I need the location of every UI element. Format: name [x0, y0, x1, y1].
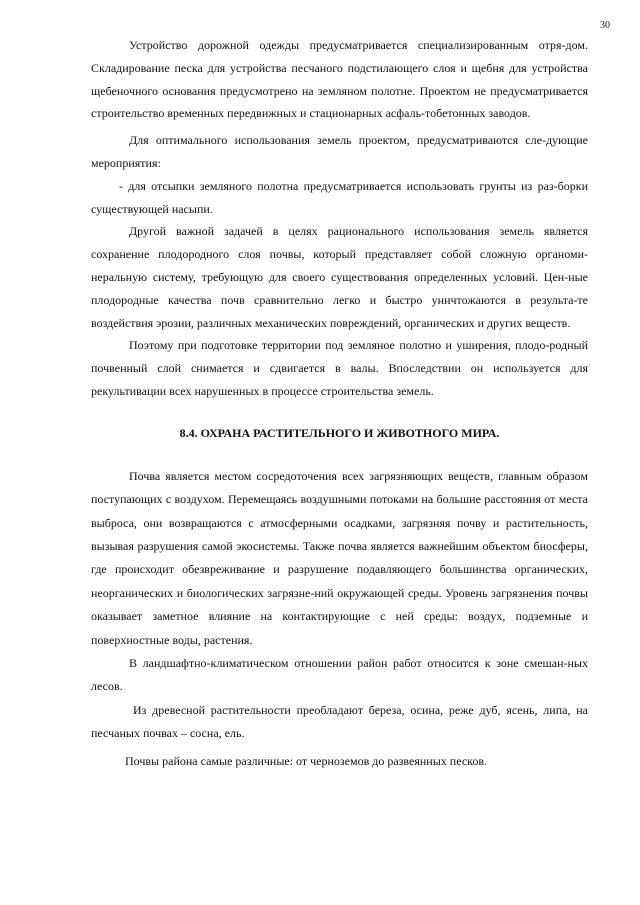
paragraph-road-pavement: Устройство дорожной одежды предусматривается специализированным отря-дом. Складирование песка для устройства песчаного подстилающего слоя и щебня для устройства щебеночного основания предусмотрено на земляном полотне. Проектом не предусматривается строительство временных передвижных и стационарных асфаль-тобетонных заводов.	[91, 38, 588, 121]
document-body	[91, 34, 588, 773]
section-heading-flora-fauna: 8.4. ОХРАНА РАСТИТЕЛЬНОГО И ЖИВОТНОГО МИРА.	[179, 425, 500, 440]
paragraph-embankment-soil: - для отсыпки земляного полотна предусматривается использовать грунты из раз-борки существующей насыпи.	[91, 178, 588, 216]
paragraph-fertile-layer: Другой важной задачей в целях рационального использования земель является сохранение плодородного слоя почвы, который представляет собой сложную органоми-неральную систему, требующую для своего существования определенных условий. Цен-ные плодородные качества почв сравнительно легко и быстро уничтожаются в результа-те воздействия эрозии, различных механических повреждений, органических и других веществ.	[91, 224, 588, 330]
paragraph-tree-species: Из древесной растительности преобладают береза, осина, реже дуб, ясень, липа, на песчаных почвах – сосна, ель.	[91, 702, 588, 741]
paragraph-soil-removal: Поэтому при подготовке территории под земляное полотно и уширения, плодо-родный почвенный слой снимается и сдвигается в валы. Впоследствии он используется для рекультивации всех нарушенных в процессе строительства земель.	[91, 338, 588, 398]
page-number: 30	[600, 20, 610, 31]
paragraph-landscape-zone: В ландшафтно-климатическом отношении район работ относится к зоне смешан-ных лесов.	[91, 656, 588, 694]
paragraph-land-use-measures: Для оптимального использования земель проектом, предусматриваются сле-дующие мероприятия:	[91, 133, 588, 170]
paragraph-soil-types: Почвы района самые различные: от черноземов до развеянных песков.	[125, 753, 488, 768]
paragraph-soil-pollution: Почва является местом сосредоточения всех загрязняющих веществ, главным образом поступающих с воздухом. Перемещаясь воздушными потоками на большие расстояния от места выброса, они возвращаются с атмосферными осадками, загрязняя почву и растительность, вызывая разрушения самой экосистемы. Также почва является важнейшим объектом биосферы, где происходит обезвреживание и разрушение подавляющего большинства органических, неорганических и биологических загрязне-ний окружающей среды. Уровень загрязнения почвы оказывает заметное влияние на контактирующие с ней среды: воздух, подземные и поверхностные воды, растения.	[91, 468, 588, 647]
